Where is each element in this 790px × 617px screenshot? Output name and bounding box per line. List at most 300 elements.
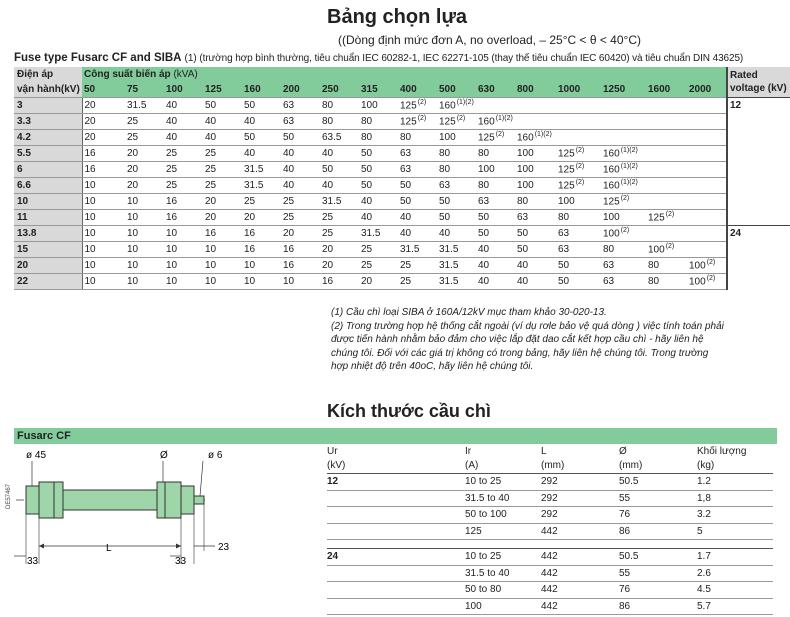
row-rated-voltage [727,258,790,274]
fuse-body [63,490,157,510]
table-cell: 20 [125,162,164,178]
table-cell: 40 [281,162,320,178]
power-col-header: 50 [82,82,125,98]
dim-d6: ø 6 [208,450,223,461]
table-cell: 80 [359,114,398,130]
table-cell: 40 [476,242,515,258]
row-ur [327,598,465,615]
row-ur [327,523,465,540]
right-ferrule [157,482,181,518]
table-cell: 40 [359,194,398,210]
table-row [14,258,790,274]
footnote-1: (1) Cầu chì loại SIBA ở 160A/12kV mục tham khảo 30-020-13. [331,307,607,318]
table-cell: 63 [476,194,515,210]
row-voltage: 10 [14,194,82,210]
table-cell: 80 [437,162,476,178]
table-cell: 25 [281,210,320,226]
table-cell: 16 [82,162,125,178]
table-cell: 40 [203,114,242,130]
separator-cell [619,540,697,549]
table-cell: 20 [125,146,164,162]
table-cell [646,114,687,130]
table-cell [601,130,646,146]
table-cell: 50 [398,178,437,194]
striker-pin [194,496,204,504]
table-cell: 16 [281,242,320,258]
dimensions-title: Kích thước cầu chì [327,401,491,421]
footnote-2-cont: được tiến hành nhằm bảo đảm cho việc lắp đặt dao cắt kết hợp cầu chì - hãy liên hệ [331,334,704,345]
voltage-header-line2: vận hành [17,84,61,95]
table-cell: 20 [320,242,359,258]
table-cell: 31.5 [437,258,476,274]
table-cell [601,98,646,114]
table-cell: 25 [164,162,203,178]
table-cell: 50 [476,226,515,242]
table-cell: 10 [203,274,242,290]
col-d-unit: (mm) [619,460,697,474]
power-col-header: 250 [320,82,359,98]
table-row [327,507,773,524]
rated-header-line2: voltage (kV) [730,83,787,94]
table-cell: 40 [515,274,556,290]
row-ur: 12 [327,474,465,491]
table-cell: 80 [515,194,556,210]
row-rated-voltage [727,178,790,194]
table-cell: 63 [515,210,556,226]
table-row [327,582,773,599]
power-header-unit: (kVA) [173,69,198,80]
table-cell [687,210,727,226]
power-col-header: 75 [125,82,164,98]
separator-cell [541,540,619,549]
power-col-header: 200 [281,82,320,98]
table-cell: 10 [164,242,203,258]
table-cell: 63 [398,162,437,178]
power-col-header: 100 [164,82,203,98]
table-cell: 10 [203,258,242,274]
power-col-header: 630 [476,82,515,98]
separator-cell [465,540,541,549]
fuse-type-label: Fuse type Fusarc CF and SIBA [14,52,182,64]
power-col-header: 1000 [556,82,601,98]
table-cell: $160^{(1)(2)}$ [476,114,515,130]
table-cell: 10 [125,210,164,226]
table-cell [687,146,727,162]
table-cell [646,194,687,210]
cell-d: 55 [619,490,697,507]
table-row [327,490,773,507]
table-cell: 100$^{(2)}$ [601,226,646,242]
table-cell: 40 [164,114,203,130]
table-cell: 20 [82,98,125,114]
table-cell [687,226,727,242]
table-row [14,162,790,178]
table-cell: 25 [242,194,281,210]
selection-table [14,67,790,290]
table-cell: 80 [320,114,359,130]
fuse-type-description: (trường hợp bình thường, tiêu chuẩn IEC 60282-1, IEC 62271-105 (thay thế tiêu chuẩn IEC 60420) và tiêu chuẩn DIN 43625) [196,53,744,64]
table-cell: 100$^{(2)}$ [646,242,687,258]
table-cell: 100 [476,162,515,178]
table-cell: 16 [82,146,125,162]
table-row [14,98,790,114]
table-cell: 63 [398,146,437,162]
row-voltage: 13.8 [14,226,82,242]
page-title: Bảng chọn lựa [327,6,468,28]
table-cell: 50 [515,242,556,258]
table-cell: 63.5 [320,130,359,146]
table-cell: 100$^{(2)}$ [687,274,727,290]
table-cell: 100$^{(2)}$ [687,258,727,274]
table-cell: 125$^{(2)}$ [476,130,515,146]
table-cell [601,114,646,130]
table-cell: 16 [203,226,242,242]
power-col-header: 500 [437,82,476,98]
table-cell: 16 [242,242,281,258]
col-d: Ø [619,446,627,457]
table-cell: 31.5 [320,194,359,210]
row-voltage: 6 [14,162,82,178]
rated-voltage-header [727,67,790,98]
power-col-header: 400 [398,82,437,98]
table-cell: 20 [359,274,398,290]
voltage-header [14,67,82,82]
table-cell: 25 [164,178,203,194]
table-cell: 125$^{(2)}$ [601,194,646,210]
table-cell: 40 [242,114,281,130]
table-cell: 100 [601,210,646,226]
table-cell: 80 [476,178,515,194]
voltage-header-2 [14,82,82,98]
table-cell: 100 [359,98,398,114]
power-col-header: 1600 [646,82,687,98]
d6-leader [200,461,203,496]
cell-ir: 50 to 100 [465,507,541,524]
row-ur [327,507,465,524]
table-cell: 40 [437,226,476,242]
table-cell: $160^{(1)(2)}$ [601,162,646,178]
voltage-header-line1: Điện áp [17,68,54,80]
table-cell: 25 [203,146,242,162]
table-row [327,549,773,566]
table-cell: 10 [125,226,164,242]
row-voltage: 11 [14,210,82,226]
table-cell [646,146,687,162]
table-row [14,194,790,210]
power-col-header: 125 [203,82,242,98]
table-cell: 50 [359,178,398,194]
row-rated-voltage [727,130,790,146]
fusarc-cf-bar: Fusarc CF [14,428,777,444]
table-cell: 100 [437,130,476,146]
table-cell: 50 [398,194,437,210]
table-cell: $160^{(1)(2)}$ [601,178,646,194]
table-cell: 50 [556,258,601,274]
row-voltage: 4.2 [14,130,82,146]
table-cell: 80 [398,130,437,146]
cell-l: 292 [541,474,619,491]
cell-w: 1.2 [697,474,773,491]
cell-d: 86 [619,523,697,540]
cell-w: 5.7 [697,598,773,615]
table-row [14,178,790,194]
table-cell: 125$^{(2)}$ [556,146,601,162]
table-cell: 10 [164,274,203,290]
row-rated-voltage [727,210,790,226]
table-cell [556,130,601,146]
table-cell: 100 [515,146,556,162]
row-ur [327,490,465,507]
table-cell: 31.5 [437,242,476,258]
table-row [14,130,790,146]
cell-d: 76 [619,582,697,599]
table-cell [556,98,601,114]
left-cap [26,486,39,514]
table-cell: 20 [281,226,320,242]
cell-d: 55 [619,565,697,582]
cell-w: 2.6 [697,565,773,582]
cell-ir: 50 to 80 [465,582,541,599]
table-cell [687,242,727,258]
table-cell: 63 [601,274,646,290]
table-cell: 80 [601,242,646,258]
table-cell: 20 [320,258,359,274]
table-cell: 16 [164,194,203,210]
table-cell: 80 [646,258,687,274]
row-rated-voltage: 12 [727,98,790,114]
row-ur [327,565,465,582]
left-ferrule [39,482,63,518]
table-cell [556,114,601,130]
table-cell: 10 [125,242,164,258]
table-cell: 50 [320,162,359,178]
table-cell: 20 [203,194,242,210]
table-cell: 40 [203,130,242,146]
table-cell: 80 [437,146,476,162]
row-ur: 24 [327,549,465,566]
table-cell [687,114,727,130]
table-cell: 25 [398,274,437,290]
row-voltage: 20 [14,258,82,274]
table-cell: 10 [164,226,203,242]
col-l: L [541,446,547,457]
table-cell: 50 [476,210,515,226]
table-row [327,565,773,582]
cell-w: 4.5 [697,582,773,599]
table-cell: 125$^{(2)}$ [437,114,476,130]
table-cell: 20 [125,178,164,194]
row-rated-voltage [727,146,790,162]
cell-l: 442 [541,598,619,615]
table-cell: 40 [164,98,203,114]
table-cell: 10 [82,258,125,274]
power-col-header: 800 [515,82,556,98]
table-cell: 50 [359,162,398,178]
dim-33b: 33 [175,556,187,567]
table-cell: 40 [398,210,437,226]
table-cell: 63 [556,242,601,258]
cell-ir: 125 [465,523,541,540]
row-voltage: 15 [14,242,82,258]
table-cell: 10 [82,194,125,210]
table-cell: 25 [203,162,242,178]
col-ir: Ir [465,446,472,457]
table-cell: 40 [320,146,359,162]
cell-ir: 31.5 to 40 [465,490,541,507]
dimensions-table [327,446,773,615]
row-rated-voltage [727,114,790,130]
table-cell: 10 [164,258,203,274]
table-cell: 16 [242,226,281,242]
table-cell [646,178,687,194]
table-cell [515,114,556,130]
table-row [14,242,790,258]
cell-w: 5 [697,523,773,540]
cell-d: 86 [619,598,697,615]
right-cap [181,486,194,514]
row-rated-voltage [727,242,790,258]
row-voltage: 6.6 [14,178,82,194]
table-cell: 40 [515,258,556,274]
table-cell: 50 [242,98,281,114]
dim-23: 23 [218,542,230,553]
footnote-2: (2) Trong trường hợp hệ thống cắt ngoài (ví dụ rơle bảo vệ quá dòng ) việc tính toán phải [331,320,724,332]
table-cell: 40 [281,146,320,162]
table-cell [476,98,515,114]
table-cell: 10 [242,274,281,290]
table-cell: 125$^{(2)}$ [646,210,687,226]
table-cell [687,162,727,178]
cell-ir: 100 [465,598,541,615]
table-cell: 100 [515,162,556,178]
cell-d: 76 [619,507,697,524]
table-cell: 80 [359,130,398,146]
row-voltage: 22 [14,274,82,290]
table-cell: 10 [281,274,320,290]
table-cell: 125$^{(2)}$ [556,162,601,178]
row-voltage: 3.3 [14,114,82,130]
cell-l: 292 [541,490,619,507]
col-ur-unit: (kV) [327,460,465,474]
table-cell: 10 [242,258,281,274]
cell-l: 292 [541,507,619,524]
table-cell [646,130,687,146]
cell-l: 442 [541,565,619,582]
table-cell [687,130,727,146]
diagram-code: DE57467 [6,483,12,509]
power-col-header: 160 [242,82,281,98]
row-ur [327,582,465,599]
row-rated-voltage [727,194,790,210]
subtitle: ((Dòng định mức đơn A, no overload, – 25°C < θ < 40°C) [338,33,641,47]
table-cell: $160^{(1)(2)}$ [515,130,556,146]
cell-w: 1.7 [697,549,773,566]
table-cell: 25 [164,146,203,162]
table-row [327,598,773,615]
col-w: Khối lượng [697,446,747,457]
table-cell: 16 [164,210,203,226]
table-row [14,226,790,242]
table-cell: 50 [203,98,242,114]
table-cell: 50 [359,146,398,162]
row-rated-voltage [727,274,790,290]
cell-l: 442 [541,523,619,540]
table-cell: 31.5 [398,242,437,258]
table-cell [646,226,687,242]
cell-d: 50.5 [619,474,697,491]
table-row [14,210,790,226]
footnote-2-cont: chúng tôi. Đối với các giá trị không có trong bảng, hãy liên hệ chúng tôi. Trong trường [331,347,709,359]
table-cell: 20 [82,130,125,146]
table-cell: 50 [515,226,556,242]
table-cell: 10 [203,242,242,258]
table-cell: 20 [82,114,125,130]
row-rated-voltage [727,162,790,178]
footnote-2-cont: hợp nhiệt độ trên 40oC, hãy liên hệ chúng tôi. [331,361,534,372]
table-cell: 100 [515,178,556,194]
dim-33a: 33 [27,556,39,567]
table-cell: 40 [476,258,515,274]
table-cell: 80 [476,146,515,162]
cell-l: 442 [541,549,619,566]
table-cell: 25 [359,258,398,274]
table-cell: 50 [437,194,476,210]
table-cell: 50 [437,210,476,226]
dim-d45: ø 45 [26,450,47,461]
rated-header-line1: Rated [730,70,758,81]
table-cell: 31.5 [437,274,476,290]
power-col-header: 1250 [601,82,646,98]
table-cell: 10 [82,210,125,226]
dim-L: L [106,543,112,554]
table-row [14,146,790,162]
table-cell [687,194,727,210]
table-cell: 25 [398,258,437,274]
table-cell: $160^{(1)(2)}$ [437,98,476,114]
table-cell: $160^{(1)(2)}$ [601,146,646,162]
table-cell: 25 [125,130,164,146]
table-row [327,474,773,491]
table-cell: 10 [82,178,125,194]
table-cell: 40 [476,274,515,290]
table-cell: 63 [281,114,320,130]
table-cell [646,162,687,178]
power-col-header: 315 [359,82,398,98]
cell-w: 1,8 [697,490,773,507]
table-cell: 50 [242,130,281,146]
separator-cell [697,540,773,549]
table-cell: 10 [125,194,164,210]
table-cell: 25 [320,210,359,226]
fuse-type-note: (1) [184,53,197,64]
row-rated-voltage: 24 [727,226,790,242]
table-cell: 16 [281,258,320,274]
footnotes [331,306,771,374]
cell-ir: 10 to 25 [465,474,541,491]
row-voltage: 5.5 [14,146,82,162]
table-cell [687,98,727,114]
table-cell: 63 [281,98,320,114]
power-col-header: 2000 [687,82,727,98]
table-cell: 25 [203,178,242,194]
table-cell: 80 [646,274,687,290]
separator-cell [327,540,465,549]
voltage-header-unit: (kV) [60,84,80,95]
table-cell: 31.5 [242,178,281,194]
table-cell: 16 [320,274,359,290]
power-header [82,67,727,82]
dim-diameter: Ø [160,450,168,461]
